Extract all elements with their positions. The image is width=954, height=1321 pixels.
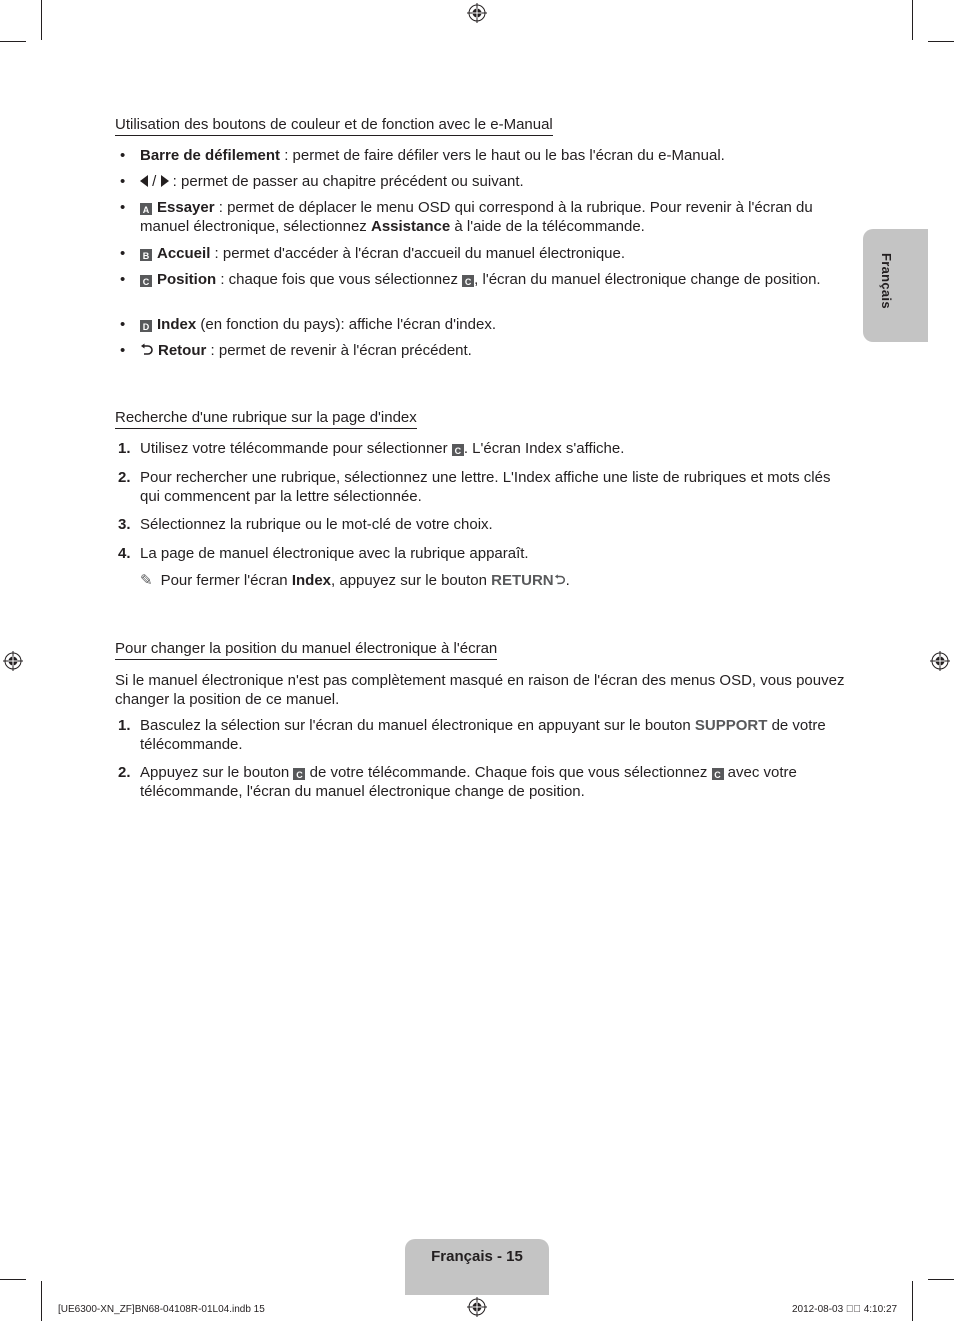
pencil-icon: ✎ xyxy=(140,572,153,589)
key-c-icon: C xyxy=(462,275,474,287)
list-item: • Retour : permet de revenir à l'écran précédent. xyxy=(120,342,472,359)
return-icon xyxy=(554,573,566,586)
list-item: 2. Pour rechercher une rubrique, sélectionnez une lettre. L'Index affiche une liste de rubriques et mots clés qui commencent par la lettre sélectionnée. xyxy=(118,469,831,505)
list-item: 3. Sélectionnez la rubrique ou le mot-clé de votre choix. xyxy=(118,516,493,533)
crop-mark xyxy=(0,41,26,42)
list-item: • A Essayer : permet de déplacer le menu OSD qui correspond à la rubrique. Pour revenir à l'écran du manuel électronique, sélectionnez Assistance à l'aide de la télécommande. xyxy=(120,199,813,235)
language-side-tab xyxy=(863,229,928,342)
list-item: • / : permet de passer au chapitre précédent ou suivant. xyxy=(120,173,524,190)
date-info: 2012-08-03 ￿￿ 4:10:27 xyxy=(792,1304,898,1315)
crop-mark xyxy=(41,0,42,40)
list-item: 4. La page de manuel électronique avec la rubrique apparaît. xyxy=(118,545,529,562)
list-item: 1. Utilisez votre télécommande pour sélectionner C . L'écran Index s'affiche. xyxy=(118,440,625,457)
crop-mark xyxy=(912,1281,913,1321)
chevron-left-icon xyxy=(140,175,148,187)
page-number-tab xyxy=(405,1239,549,1295)
chevron-right-icon xyxy=(161,175,169,187)
key-c-icon: C xyxy=(452,444,464,456)
key-c-icon: C xyxy=(712,768,724,780)
crop-mark xyxy=(41,1281,42,1321)
page-number: Français - 15 xyxy=(431,1248,523,1265)
key-b-icon: B xyxy=(140,249,152,261)
paragraph: Si le manuel électronique n'est pas complètement masqué en raison de l'écran des menus OSD, vous pouvez changer la position de ce manuel. xyxy=(115,672,845,708)
section-heading: Utilisation des boutons de couleur et de fonction avec le e-Manual xyxy=(115,115,553,136)
key-d-icon: D xyxy=(140,320,152,332)
list-item: • Barre de défilement : permet de faire défiler vers le haut ou le bas l'écran du e-Manual. xyxy=(120,147,725,164)
language-side-tab-label: Français xyxy=(879,253,894,309)
file-info: [UE6300-XN_ZF]BN68-04108R-01L04.indb 15 xyxy=(58,1304,265,1315)
key-c-icon: C xyxy=(293,768,305,780)
section-heading: Recherche d'une rubrique sur la page d'index xyxy=(115,408,417,429)
section-heading: Pour changer la position du manuel électronique à l'écran xyxy=(115,639,497,660)
registration-mark-icon xyxy=(930,651,950,671)
list-item: • D Index (en fonction du pays): affiche l'écran d'index. xyxy=(120,316,496,333)
list-item: 1. Basculez la sélection sur l'écran du manuel électronique en appuyant sur le bouton SUPPORT de votre télécommande. xyxy=(118,717,826,753)
return-icon xyxy=(140,343,154,356)
registration-mark-icon xyxy=(467,1297,487,1317)
list-item: • B Accueil : permet d'accéder à l'écran d'accueil du manuel électronique. xyxy=(120,245,626,262)
note: ✎ Pour fermer l'écran Index, appuyez sur le bouton RETURN . xyxy=(140,572,570,589)
key-a-icon: A xyxy=(140,203,152,215)
list-item: 2. Appuyez sur le bouton C de votre télécommande. Chaque fois que vous sélectionnez C avec votre télécommande, l'écran du manuel électronique change de position. xyxy=(118,764,797,800)
crop-mark xyxy=(912,0,913,40)
key-c-icon: C xyxy=(140,275,152,287)
list-item: • C Position : chaque fois que vous sélectionnez C , l'écran du manuel électronique change de position. xyxy=(120,271,821,288)
registration-mark-icon xyxy=(467,3,487,23)
crop-mark xyxy=(928,1279,954,1280)
crop-mark xyxy=(0,1279,26,1280)
registration-mark-icon xyxy=(3,651,23,671)
crop-mark xyxy=(928,41,954,42)
